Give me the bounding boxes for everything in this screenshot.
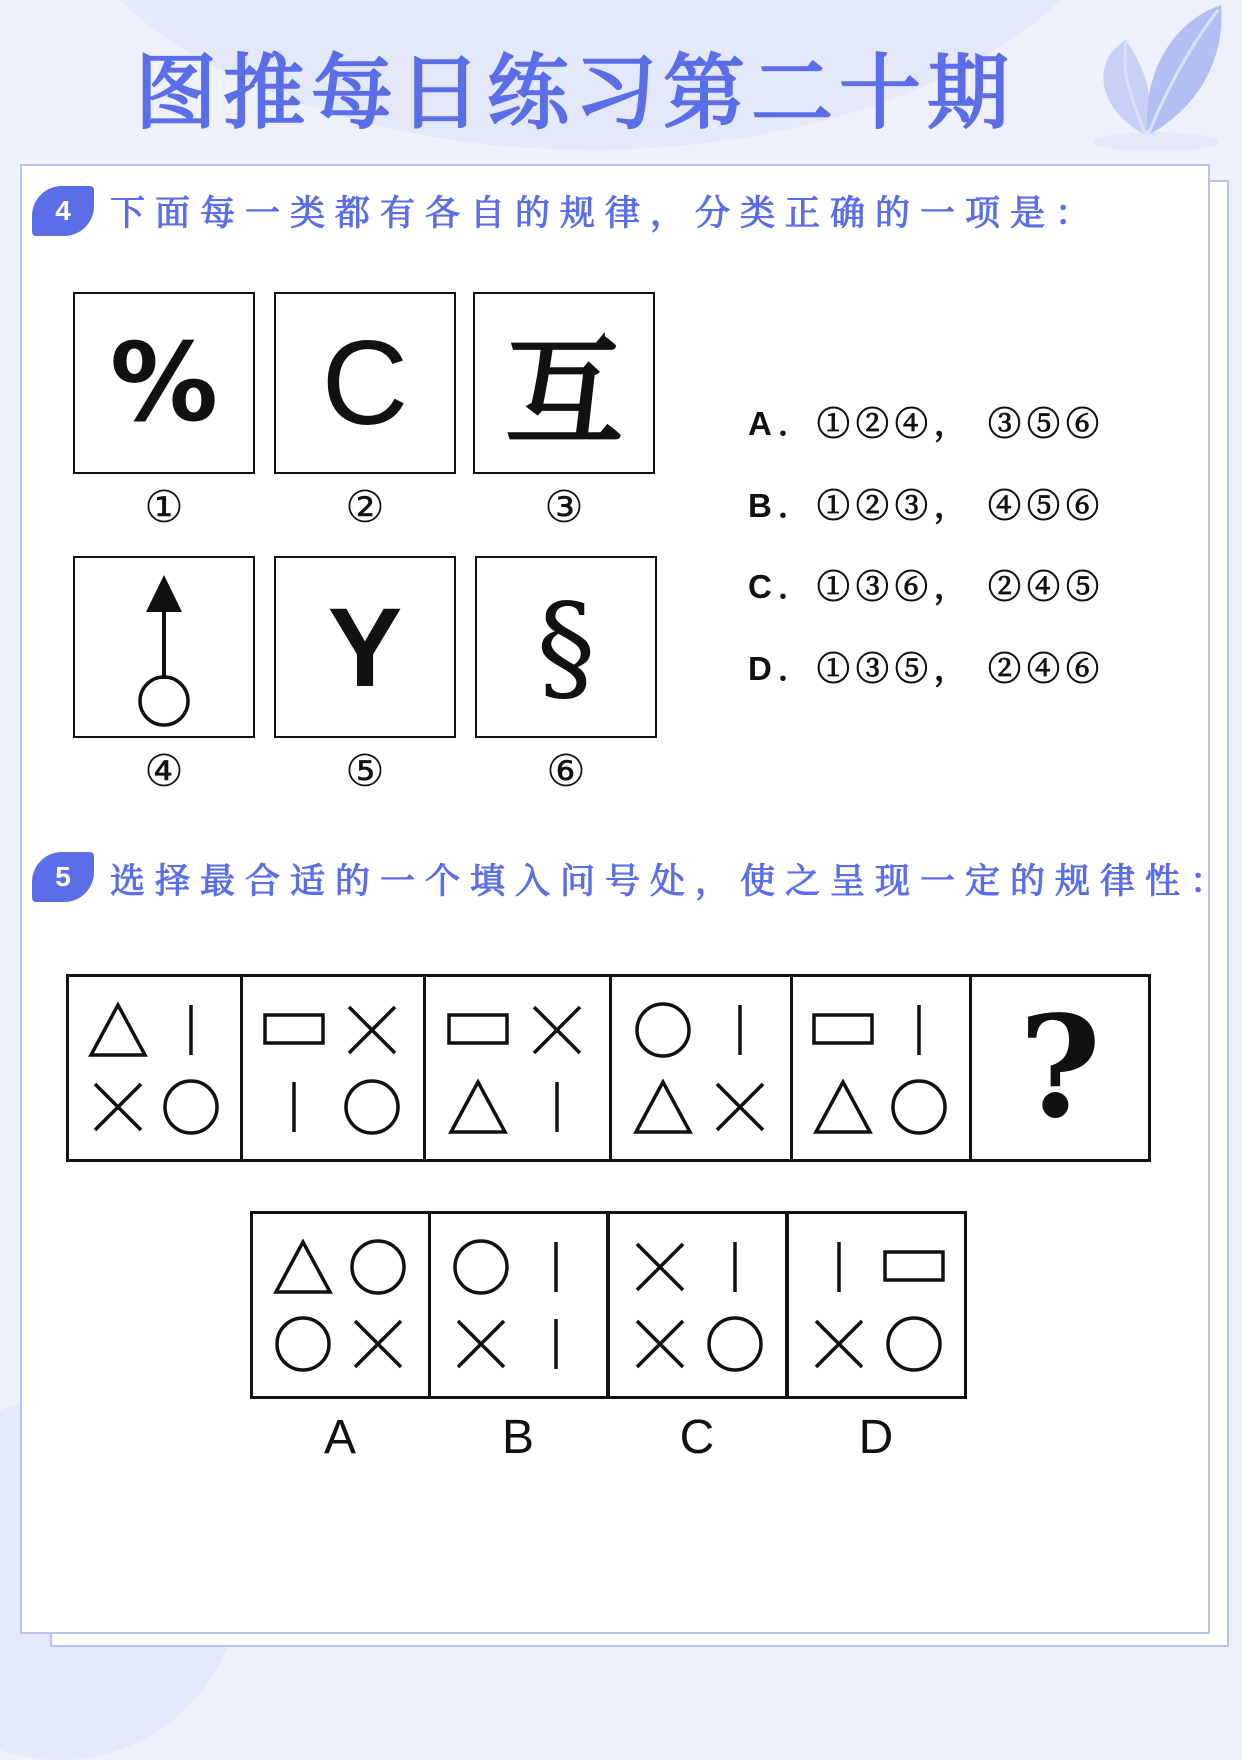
q5-sequence-cell-6: [969, 974, 1151, 1162]
q4-figure-label-2: ②: [345, 482, 385, 533]
q4-figure-2: [274, 292, 456, 474]
triangle-icon: [85, 997, 151, 1063]
q5-sequence-cell-shape-grid: [426, 977, 609, 1159]
q4-figure-5: [274, 556, 456, 738]
q5-answer-option-1[interactable]: [250, 1211, 431, 1399]
q4-figure-label-5: ⑤: [345, 746, 385, 797]
q5-answer-label-c: C: [679, 1411, 715, 1464]
circle-icon: [881, 1311, 947, 1377]
cross-icon: [339, 997, 405, 1063]
option-text: ①②③， ④⑤⑥: [816, 487, 1106, 524]
question-5-badge: 5: [32, 852, 94, 902]
q5-answer-option-2[interactable]: [428, 1211, 609, 1399]
cross-icon: [524, 997, 590, 1063]
rect-icon: [881, 1234, 947, 1300]
cross-icon: [627, 1311, 693, 1377]
triangle-icon: [270, 1234, 336, 1300]
q4-option-a[interactable]: [748, 398, 1105, 445]
circle-icon: [630, 997, 696, 1063]
line-icon: [806, 1234, 872, 1300]
q5-sequence-cell-shape-grid: [243, 977, 423, 1159]
line-icon: [707, 997, 773, 1063]
percent-symbol: %: [109, 320, 219, 446]
option-text: ①②④， ③⑤⑥: [816, 405, 1106, 442]
question-mark: ?: [1018, 986, 1102, 1150]
q4-option-d[interactable]: [748, 643, 1105, 690]
line-icon: [702, 1234, 768, 1300]
circle-icon: [270, 1311, 336, 1377]
line-icon: [523, 1311, 589, 1377]
q5-sequence-cell-1: [66, 974, 243, 1162]
q4-figure-1: [73, 292, 255, 474]
question-4-text: 下面每一类都有各自的规律，分类正确的一项是：: [110, 194, 1101, 234]
circle-icon: [702, 1311, 768, 1377]
option-text: ①③⑤， ②④⑥: [816, 650, 1106, 687]
q5-sequence-cell-shape-grid: [793, 977, 969, 1159]
q5-answer-option-3[interactable]: [607, 1211, 788, 1399]
line-icon: [886, 997, 952, 1063]
hu-character-symbol: 互: [504, 324, 623, 462]
line-icon: [158, 997, 224, 1063]
rect-icon: [261, 997, 327, 1063]
option-letter: D．: [748, 650, 817, 687]
option-text: ①③⑥， ②④⑤: [816, 568, 1106, 605]
q5-answer-label-b: B: [501, 1411, 534, 1464]
q5-sequence-cell-2: [240, 974, 426, 1162]
cross-icon: [85, 1074, 151, 1140]
rect-icon: [445, 997, 511, 1063]
triangle-icon: [445, 1074, 511, 1140]
question-5-text: 选择最合适的一个填入问号处，使之呈现一定的规律性：: [110, 862, 1236, 902]
q4-figure-label-1: ①: [144, 482, 184, 533]
q5-answer-option-shape-grid: [789, 1214, 964, 1396]
q4-figure-label-6: ⑥: [546, 746, 586, 797]
cross-icon: [627, 1234, 693, 1300]
q5-sequence-cell-5: [790, 974, 972, 1162]
cross-icon: [806, 1311, 872, 1377]
triangle-icon: [810, 1074, 876, 1140]
option-letter: A．: [748, 405, 817, 442]
q4-figure-4: [73, 556, 255, 738]
q5-answer-option-shape-grid: [431, 1214, 606, 1396]
cross-icon: [707, 1074, 773, 1140]
leaf-decoration-icon: [1086, 0, 1236, 150]
option-letter: B．: [748, 487, 817, 524]
q4-figure-label-3: ③: [544, 482, 584, 533]
arrow-circle-icon: [104, 567, 224, 727]
circle-icon: [345, 1234, 411, 1300]
section-sign-symbol: §: [536, 578, 596, 716]
q5-answer-option-4[interactable]: [786, 1211, 967, 1399]
line-icon: [523, 1234, 589, 1300]
q5-answer-label-d: D: [858, 1411, 894, 1464]
triangle-icon: [630, 1074, 696, 1140]
q5-sequence-cell-shape-grid: [69, 977, 240, 1159]
circle-icon: [448, 1234, 514, 1300]
letter-y-symbol: Y: [327, 584, 403, 710]
option-letter: C．: [748, 568, 817, 605]
q5-sequence-cell-shape-grid: [612, 977, 790, 1159]
q5-sequence-cell-3: [423, 974, 612, 1162]
q4-figure-label-4: ④: [144, 746, 184, 797]
circle-icon: [158, 1074, 224, 1140]
line-icon: [261, 1074, 327, 1140]
q5-answer-option-shape-grid: [610, 1214, 785, 1396]
rect-icon: [810, 997, 876, 1063]
q5-sequence-cell-4: [609, 974, 793, 1162]
q5-answer-label-a: A: [323, 1411, 356, 1464]
q4-option-c[interactable]: [748, 561, 1105, 608]
cross-icon: [448, 1311, 514, 1377]
page-title: 图推每日练习第二十期: [134, 46, 1015, 141]
circle-icon: [339, 1074, 405, 1140]
line-icon: [524, 1074, 590, 1140]
q4-figure-3: [473, 292, 655, 474]
q4-figure-6: [475, 556, 657, 738]
letter-c-symbol: C: [321, 316, 409, 450]
cross-icon: [345, 1311, 411, 1377]
q5-answer-option-shape-grid: [253, 1214, 428, 1396]
q4-option-b[interactable]: [748, 480, 1105, 527]
circle-icon: [886, 1074, 952, 1140]
question-4-badge: 4: [32, 186, 94, 236]
